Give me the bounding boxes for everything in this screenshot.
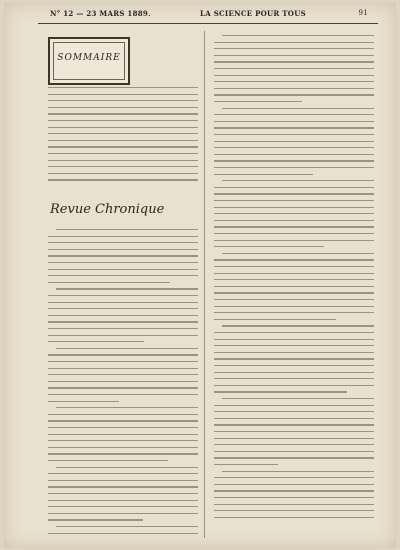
text-line <box>48 146 198 147</box>
text-line <box>214 477 374 478</box>
text-line <box>214 114 374 115</box>
text-line <box>48 120 198 121</box>
text-line <box>214 510 374 511</box>
text-line <box>214 457 374 458</box>
text-line <box>214 81 374 82</box>
text-line <box>56 526 198 527</box>
text-line <box>222 35 374 36</box>
text-line <box>48 506 198 507</box>
text-line <box>222 325 374 326</box>
text-line <box>214 411 374 412</box>
header-rule <box>38 23 378 24</box>
text-line <box>214 306 374 307</box>
text-line <box>214 431 374 432</box>
text-line <box>48 440 198 441</box>
text-line <box>214 279 374 280</box>
text-line <box>214 48 374 49</box>
text-line <box>48 242 198 243</box>
text-line <box>214 418 374 419</box>
text-line <box>222 253 374 254</box>
text-line <box>48 387 198 388</box>
text-line <box>214 490 374 491</box>
text-line <box>48 453 198 454</box>
text-line <box>214 451 374 452</box>
text-line <box>48 500 198 501</box>
text-line <box>214 339 374 340</box>
text-line <box>214 174 313 175</box>
text-line <box>48 473 198 474</box>
text-line <box>214 319 336 320</box>
text-line <box>48 414 198 415</box>
text-line <box>48 420 198 421</box>
text-line <box>214 55 374 56</box>
text-line <box>48 249 198 250</box>
text-line <box>222 471 374 472</box>
text-line <box>48 513 198 514</box>
text-line <box>214 160 374 161</box>
text-line <box>214 385 374 386</box>
text-line <box>48 269 198 270</box>
text-line <box>214 187 374 188</box>
text-line <box>214 88 374 89</box>
journal-title: LA SCIENCE POUR TOUS <box>200 9 306 18</box>
text-line <box>48 427 198 428</box>
text-line <box>48 100 198 101</box>
text-line <box>48 166 198 167</box>
sommaire-title: SOMMAIRE <box>57 53 121 63</box>
text-line <box>214 220 374 221</box>
text-line <box>48 354 198 355</box>
text-line <box>48 434 198 435</box>
text-line <box>48 113 198 114</box>
text-line <box>214 345 374 346</box>
text-line <box>48 533 198 534</box>
text-line <box>48 87 198 88</box>
text-line <box>48 361 198 362</box>
text-line <box>48 107 198 108</box>
text-line <box>214 424 374 425</box>
text-line <box>214 358 374 359</box>
text-line <box>214 101 302 102</box>
text-line <box>48 295 198 296</box>
text-line <box>214 121 374 122</box>
text-line <box>214 504 374 505</box>
text-line <box>214 497 374 498</box>
text-line <box>48 308 198 309</box>
text-line <box>214 200 374 201</box>
text-line <box>48 282 170 283</box>
text-line <box>214 438 374 439</box>
text-line <box>214 207 374 208</box>
text-line <box>214 42 374 43</box>
column-divider <box>204 31 205 538</box>
text-line <box>48 394 198 395</box>
text-line <box>48 255 198 256</box>
text-line <box>214 332 374 333</box>
text-line <box>214 61 374 62</box>
text-line <box>214 213 374 214</box>
text-line <box>48 321 198 322</box>
text-line <box>48 328 198 329</box>
text-line <box>48 173 198 174</box>
text-line <box>48 480 198 481</box>
text-line <box>214 134 374 135</box>
text-line <box>214 226 374 227</box>
newspaper-page <box>4 3 396 548</box>
page-header <box>4 9 396 23</box>
text-line <box>214 259 374 260</box>
text-line <box>48 160 198 161</box>
text-line <box>214 365 374 366</box>
text-line <box>214 240 374 241</box>
text-line <box>214 292 374 293</box>
text-line <box>48 381 198 382</box>
section-title: Revue Chronique <box>50 202 165 217</box>
text-line <box>48 179 198 180</box>
text-line <box>214 75 374 76</box>
text-line <box>48 302 198 303</box>
text-line <box>48 127 198 128</box>
text-line <box>56 348 198 349</box>
text-line <box>214 154 374 155</box>
text-line <box>48 94 198 95</box>
text-line <box>48 275 198 276</box>
text-line <box>48 341 144 342</box>
text-line <box>48 262 198 263</box>
text-line <box>214 147 374 148</box>
sommaire-box <box>48 37 130 85</box>
text-line <box>48 335 198 336</box>
text-line <box>48 486 198 487</box>
text-line <box>48 236 198 237</box>
page-number: 91 <box>358 9 368 17</box>
text-line <box>48 519 143 520</box>
text-line <box>214 127 374 128</box>
text-line <box>214 233 374 234</box>
text-line <box>214 273 374 274</box>
text-line <box>222 180 374 181</box>
text-line <box>214 484 374 485</box>
text-line <box>214 141 374 142</box>
text-line <box>48 374 198 375</box>
text-line <box>222 398 374 399</box>
text-line <box>214 391 347 392</box>
text-line <box>48 153 198 154</box>
text-line <box>48 401 119 402</box>
text-line <box>214 68 374 69</box>
text-line <box>214 378 374 379</box>
text-line <box>48 140 198 141</box>
text-line <box>56 288 198 289</box>
text-line <box>48 460 168 461</box>
text-line <box>48 447 198 448</box>
text-line <box>214 299 374 300</box>
text-line <box>214 405 374 406</box>
issue-date: N° 12 — 23 MARS 1889. <box>50 9 151 18</box>
text-line <box>214 286 374 287</box>
text-line <box>56 407 198 408</box>
text-line <box>214 464 278 465</box>
text-line <box>48 368 198 369</box>
text-line <box>214 266 374 267</box>
text-line <box>56 229 198 230</box>
text-line <box>214 352 374 353</box>
text-line <box>48 133 198 134</box>
text-line <box>214 517 374 518</box>
text-line <box>56 467 198 468</box>
text-line <box>214 444 374 445</box>
text-line <box>214 167 374 168</box>
text-line <box>48 315 198 316</box>
text-line <box>214 246 324 247</box>
text-line <box>214 372 374 373</box>
text-line <box>48 493 198 494</box>
text-line <box>214 193 374 194</box>
text-line <box>214 94 374 95</box>
text-line <box>214 312 374 313</box>
text-line <box>222 108 374 109</box>
